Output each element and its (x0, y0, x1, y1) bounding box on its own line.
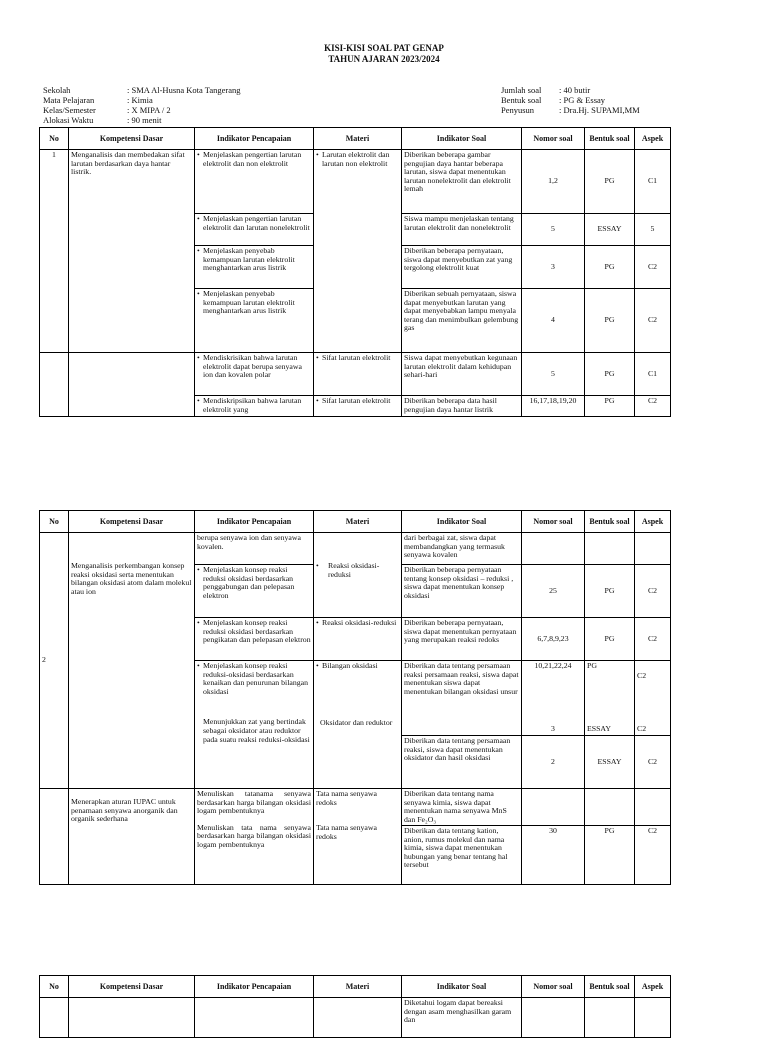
indikator-text: Mendiskrisikan bahwa larutan elektrolit dapat berupa senyawa ion dan kovalen polar (203, 353, 302, 380)
indikator-text: Mendiskripsikan bahwa larutan elektrolit yang (203, 396, 302, 414)
cell-indikator: berupa senyawa ion dan senyawa kovalen. (195, 533, 314, 565)
cell-no: 1 (40, 150, 69, 353)
cell-bentuk: PG (585, 289, 635, 353)
bentuk-text: PG (604, 826, 615, 835)
document-year: TAHUN AJARAN 2023/2024 (328, 54, 440, 64)
cell-aspek: C2 (635, 618, 671, 661)
meta-label: Kelas/Semester (43, 105, 96, 115)
meta-value: : SMA Al-Husna Kota Tangerang (127, 85, 241, 95)
cell-kompetensi (69, 353, 195, 417)
materi-text: Oksidator dan reduktor (320, 717, 393, 727)
kisi-table-3 (39, 975, 671, 1038)
cell-indikator: • Menjelaskan konsep reaksi reduksi oksidasi berdasarkan penggabungan dan pelepasan elektron (195, 565, 314, 618)
indikator-text: Menunjukkan zat yang bertindak sebagai oksidator atau reduktor pada suatu reaksi reduksi-oksidasi (203, 717, 310, 744)
cell-indikator: • Mendiskripsikan bahwa larutan elektrolit yang (195, 396, 314, 417)
cell-no (40, 353, 69, 417)
cell-materi: • Sifat larutan elektrolit (314, 396, 402, 417)
nomor-text: 3 (551, 724, 555, 734)
indikator-text: Menjelaskan penyebab kemampuan larutan elektrolit menghantarkan arus listrik (203, 289, 295, 316)
cell-nomor: 3 (522, 246, 585, 289)
col-bentuk: Bentuk soal (585, 128, 635, 150)
kompetensi-text: Menganalisis perkembangan konsep reaksi oksidasi serta menentukan bilangan oksidasi atom dalam molekul atau ion (71, 561, 192, 596)
cell-materi: • Reaksi oksidasi-reduksi (314, 533, 402, 618)
cell-nomor: 5 (522, 353, 585, 396)
meta-left (43, 85, 241, 125)
meta-value: : Dra.Hj. SUPAMI,MM (559, 105, 640, 115)
col-materi: Materi (314, 976, 402, 998)
aspek-text: C2 (637, 671, 647, 680)
cell-indikator (195, 998, 314, 1038)
cell-nomor (522, 998, 585, 1038)
materi-text: Reaksi oksidasi-reduksi (322, 618, 397, 627)
meta-value: : X MIPA / 2 (127, 105, 171, 115)
cell-bentuk (585, 789, 635, 885)
col-indikator: Indikator Pencapaian (195, 976, 314, 998)
meta-label: Sekolah (43, 85, 71, 95)
col-nomor: Nomor soal (522, 976, 585, 998)
cell-kompetensi: Menganalisis dan membedakan sifat larutan berdasarkan daya hantar listrik. (69, 150, 195, 353)
table-row (40, 789, 671, 885)
cell-indikator: • Menjelaskan pengertian larutan elektrolit dan non elektrolit (195, 150, 314, 214)
cell-indikator: • Menjelaskan pengertian larutan elektrolit dan larutan nonelektrolit (195, 214, 314, 246)
cell-nomor: 16,17,18,19,20 (522, 396, 585, 417)
cell-aspek (635, 789, 671, 885)
cell-bentuk: PG (585, 150, 635, 214)
kisi-table-1 (39, 127, 671, 417)
cell-no: 2 (40, 533, 69, 789)
meta-label: Alokasi Waktu (43, 115, 94, 125)
cell-indikator: • Mendiskrisikan bahwa larutan elektrolit dapat berupa senyawa ion dan kovalen polar (195, 353, 314, 396)
meta-right (501, 85, 640, 115)
materi-text: Sifat larutan elektrolit (322, 396, 391, 405)
col-nomor: Nomor soal (522, 128, 585, 150)
cell-nomor: 1,2 (522, 150, 585, 214)
cell-bentuk: ESSAY (585, 736, 635, 789)
table-row (40, 353, 671, 396)
indikator-text: Menjelaskan pengertian larutan elektrolit dan non elektrolit (203, 150, 302, 168)
col-kompetensi: Kompetensi Dasar (69, 976, 195, 998)
table-row (40, 150, 671, 214)
document-title: KISI-KISI SOAL PAT GENAP (324, 43, 444, 53)
meta-value: : Kimia (127, 95, 153, 105)
cell-kompetensi (69, 998, 195, 1038)
cell-bentuk (585, 998, 635, 1038)
col-indikator: Indikator Pencapaian (195, 511, 314, 533)
col-no: No (40, 511, 69, 533)
cell-aspek: C2 (635, 246, 671, 289)
indikator-text: Menjelaskan penyebab kemampuan larutan elektrolit menghantarkan arus listrik (203, 246, 295, 273)
meta-value: : 90 menit (127, 115, 162, 125)
cell-nomor: 4 (522, 289, 585, 353)
col-materi: Materi (314, 511, 402, 533)
aspek-text: C2 (637, 724, 647, 734)
cell-nomor (522, 789, 585, 885)
cell-aspek (635, 998, 671, 1038)
col-indikator: Indikator Pencapaian (195, 128, 314, 150)
table-header-row (40, 128, 671, 150)
indikator-text: Menjelaskan pengertian larutan elektrolit dan larutan nonelektrolit (203, 214, 310, 232)
cell-aspek: C1 (635, 150, 671, 214)
cell-aspek: C2 (635, 736, 671, 789)
meta-value: : 40 butir (559, 85, 591, 95)
meta-value: : PG & Essay (559, 95, 606, 105)
meta-label: Penyusun (501, 105, 535, 115)
cell-indikator: • Menjelaskan konsep reaksi reduksi-oksidasi berdasarkan kenaikan dan penurunan bilangan oksidasi Menunjukkan zat yang bertindak sebagai oksidator atau reduktor pada suatu reaksi reduksi-oksidasi (195, 661, 314, 789)
cell-no (40, 998, 69, 1038)
cell-bentuk (585, 661, 635, 736)
col-aspek: Aspek (635, 511, 671, 533)
cell-indikator-soal: Diberikan beberapa pernyataan tentang konsep oksidasi – reduksi , siswa dapat menentukan konsep oksidasi (402, 565, 522, 618)
cell-indikator-soal: Siswa mampu menjelaskan tentang larutan elektrolit dan nonelektrolit (402, 214, 522, 246)
cell-nomor: 25 (522, 565, 585, 618)
cell-indikator-soal (402, 789, 522, 885)
indikator-text: Menjelaskan konsep reaksi reduksi-oksidasi berdasarkan kenaikan dan penurunan bilangan oksidasi (203, 661, 309, 696)
cell-aspek (635, 533, 671, 565)
cell-indikator-soal: Diberikan beberapa data hasil pengujian daya hantar listrik (402, 396, 522, 417)
cell-bentuk: PG (585, 353, 635, 396)
cell-indikator-soal: Diberikan sebuah pernyataan, siswa dapat menyebutkan larutan yang dapat menyebabkan lampu menyala terang dan menimbulkan gelembung gas (402, 289, 522, 353)
materi-text: Sifat larutan elektrolit (322, 353, 391, 362)
cell-materi (314, 789, 402, 885)
cell-indikator-soal: Diberikan beberapa pernyataan, siswa dapat menentukan pernyataan yang merupakan reaksi redoks (402, 618, 522, 661)
cell-nomor: 2 (522, 736, 585, 789)
cell-aspek: C2 (635, 396, 671, 417)
materi-text: Bilangan oksidasi (322, 661, 378, 670)
cell-indikator-soal: Siswa dapat menyebutkan kegunaan larutan elektrolit dalam kehidupan sehari-hari (402, 353, 522, 396)
kisi-table-2 (39, 510, 671, 885)
cell-indikator: • Menjelaskan konsep reaksi reduksi oksidasi berdasarkan pengikatan dan pelepasan elektron (195, 618, 314, 661)
cell-indikator-soal: Diberikan data tentang persamaan reaksi, siswa dapat menentukan oksidator dan hasil oksidasi (402, 736, 522, 789)
cell-materi: • Reaksi oksidasi-reduksi (314, 618, 402, 661)
cell-indikator: • Menjelaskan penyebab kemampuan larutan elektrolit menghantarkan arus listrik (195, 289, 314, 353)
col-kompetensi: Kompetensi Dasar (69, 511, 195, 533)
cell-materi: • Bilangan oksidasi Oksidator dan reduktor (314, 661, 402, 789)
cell-materi: • Sifat larutan elektrolit (314, 353, 402, 396)
col-no: No (40, 128, 69, 150)
aspek-text: C2 (647, 826, 658, 835)
col-aspek: Aspek (635, 128, 671, 150)
col-kompetensi: Kompetensi Dasar (69, 128, 195, 150)
col-bentuk: Bentuk soal (585, 511, 635, 533)
cell-indikator-soal: Diberikan data tentang persamaan reaksi persamaan reaksi, siswa dapat menentukan siswa dapat menentukan bilangan oksidasi unsur (402, 661, 522, 736)
meta-label: Bentuk soal (501, 95, 542, 105)
cell-bentuk: PG (585, 618, 635, 661)
table-header-row (40, 511, 671, 533)
cell-aspek: C1 (635, 353, 671, 396)
cell-indikator (195, 789, 314, 885)
indikator-text: Menjelaskan konsep reaksi reduksi oksidasi berdasarkan pengikatan dan pelepasan elektron (203, 618, 311, 645)
col-indikator-soal: Indikator Soal (402, 976, 522, 998)
cell-materi (314, 998, 402, 1038)
materi-text: Reaksi oksidasi-reduksi (328, 561, 380, 579)
indikator-text: Menjelaskan konsep reaksi reduksi oksidasi berdasarkan penggabungan dan pelepasan elektron (203, 565, 295, 600)
cell-indikator-soal: dari berbagai zat, siswa dapat membandangkan yang termasuk senyawa kovalen (402, 533, 522, 565)
table-row (40, 533, 671, 565)
materi-text: Tata nama senyawa redoks (316, 823, 377, 841)
cell-indikator-soal: Diberikan beberapa pernyataan, siswa dapat menyebutkan zat yang tergolong elektrolit kuat (402, 246, 522, 289)
meta-label: Jumlah soal (501, 85, 542, 95)
kompetensi-text: Menerapkan aturan IUPAC untuk penamaan senyawa anorganik dan organik sederhana (71, 797, 178, 824)
cell-bentuk: PG (585, 396, 635, 417)
table-header-row (40, 976, 671, 998)
cell-indikator: • Menjelaskan penyebab kemampuan larutan elektrolit menghantarkan arus listrik (195, 246, 314, 289)
col-materi: Materi (314, 128, 402, 150)
cell-kompetensi (69, 533, 195, 789)
cell-nomor: 5 (522, 214, 585, 246)
nomor-text: 30 (549, 826, 557, 835)
cell-bentuk: PG (585, 565, 635, 618)
cell-aspek (635, 661, 671, 736)
col-aspek: Aspek (635, 976, 671, 998)
col-nomor: Nomor soal (522, 511, 585, 533)
cell-nomor: 6,7,8,9,23 (522, 618, 585, 661)
cell-bentuk (585, 533, 635, 565)
indikator-soal-text: Diberikan data tentang nama senyawa kimia, siswa dapat menentukan nama senyawa MnS dan Fe₂O₃ (402, 789, 521, 826)
col-indikator-soal: Indikator Soal (402, 128, 522, 150)
cell-nomor (522, 661, 585, 736)
cell-bentuk: PG (585, 246, 635, 289)
bentuk-text: ESSAY (587, 724, 611, 734)
cell-kompetensi (69, 789, 195, 885)
indikator-text: Menuliskan tata nama senyawa berdasarkan harga bilangan oksidasi logam pembentuknya (197, 822, 311, 849)
meta-label: Mata Pelajaran (43, 95, 95, 105)
materi-text: Larutan elektrolit dan larutan non elektrolit (322, 150, 390, 168)
cell-no (40, 789, 69, 885)
cell-materi: • Larutan elektrolit dan larutan non elektrolit (314, 150, 402, 353)
cell-aspek: C2 (635, 565, 671, 618)
bentuk-text: PG (587, 661, 597, 670)
cell-indikator-soal: Diketahui logam dapat bereaksi dengan asam menghasilkan garam dan (402, 998, 522, 1038)
materi-text: Tata nama senyawa redoks (316, 789, 377, 807)
indikator-text: Menuliskan tatanama senyawa berdasarkan harga bilangan oksidasi logam pembentuknya (197, 789, 311, 816)
table-row (40, 998, 671, 1038)
cell-indikator-soal: Diberikan beberapa gambar pengujian daya hantar beberapa larutan, siswa dapat menentukan larutan nonelektrolit dan elektrolit lemah (402, 150, 522, 214)
col-indikator-soal: Indikator Soal (402, 511, 522, 533)
cell-nomor (522, 533, 585, 565)
cell-aspek: C2 (635, 289, 671, 353)
nomor-text: 10,21,22,24 (534, 661, 572, 670)
cell-bentuk: ESSAY (585, 214, 635, 246)
col-bentuk: Bentuk soal (585, 976, 635, 998)
col-no: No (40, 976, 69, 998)
cell-aspek: 5 (635, 214, 671, 246)
indikator-soal-text: Diberikan data tentang kation, anion, rumus molekul dan nama kimia, siswa dapat menentukan hubungan yang benar tentang hal tersebut (404, 826, 508, 870)
